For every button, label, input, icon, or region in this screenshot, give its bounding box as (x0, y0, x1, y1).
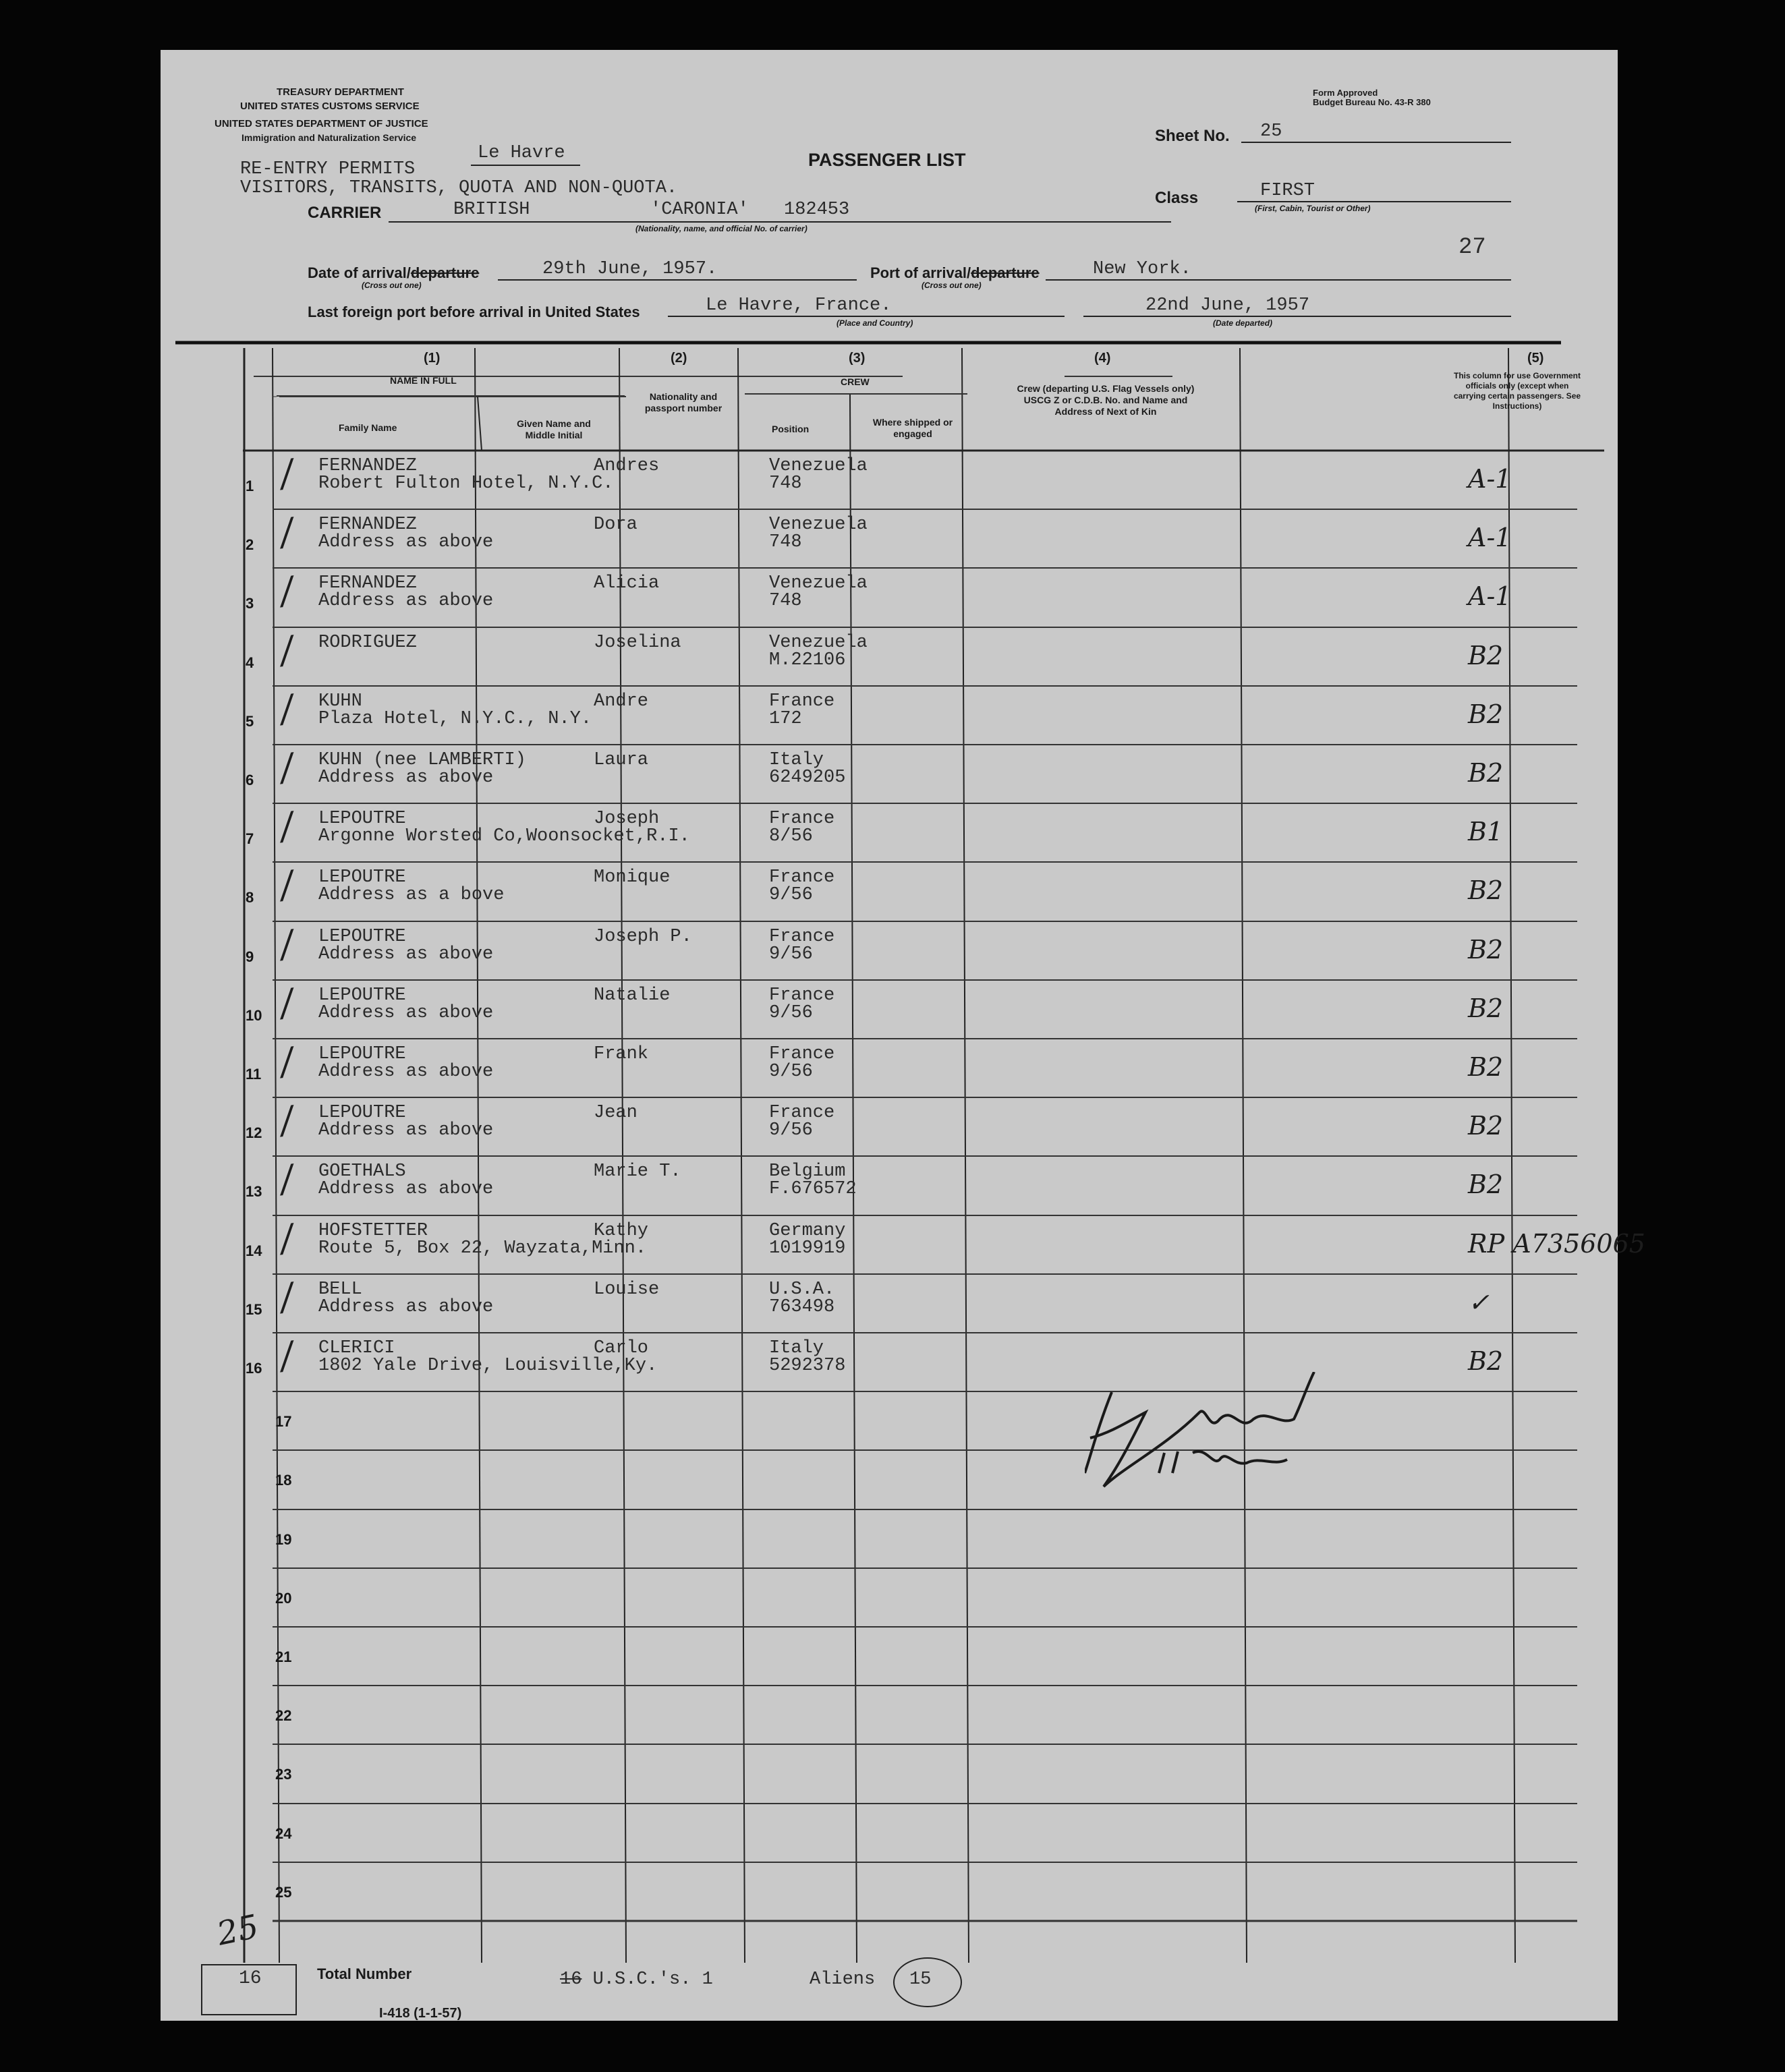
passport-number: 9/56 (769, 1003, 813, 1023)
government-code: B1 (1468, 817, 1504, 846)
last-port-label: Last foreign port before arrival in United States (308, 304, 640, 320)
check-mark-icon: / (277, 687, 296, 730)
nationality: Venezuela (769, 456, 868, 476)
port-top: Le Havre (478, 143, 565, 163)
row-number: 25 (275, 1884, 292, 1901)
class-caption: (First, Cabin, Tourist or Other) (1255, 204, 1371, 213)
family-name: LEPOUTRE (318, 867, 406, 888)
table-row (161, 1274, 1618, 1333)
date-departed-caption: (Date departed) (1213, 318, 1273, 328)
given-name: Monique (594, 867, 671, 888)
table-row (161, 745, 1618, 803)
page-title: PASSENGER LIST (808, 150, 966, 170)
col1-header: NAME IN FULL (390, 375, 457, 386)
government-code: ✓ (1468, 1288, 1490, 1317)
given-name: Andre (594, 691, 649, 712)
row-number: 19 (275, 1531, 292, 1548)
passport-number: 5292378 (769, 1356, 846, 1376)
nationality: Italy (769, 1338, 824, 1358)
row-number: 23 (275, 1766, 292, 1783)
table-row (161, 1804, 1618, 1862)
row-number: 16 (246, 1360, 262, 1377)
address: Address as above (318, 1297, 494, 1317)
check-mark-icon: / (277, 804, 296, 848)
row-number: 15 (246, 1301, 262, 1318)
table-row (161, 1450, 1618, 1509)
agency-ins: Immigration and Naturalization Service (242, 132, 417, 143)
date-label-b: departure (410, 264, 480, 281)
family-name-header: Family Name (339, 422, 397, 433)
row-number: 3 (246, 595, 254, 612)
nationality: U.S.A. (769, 1279, 835, 1300)
family-name: CLERICI (318, 1338, 395, 1358)
passport-number: 172 (769, 709, 802, 729)
sheet-number: 25 (1260, 121, 1282, 142)
passport-number: 748 (769, 473, 802, 494)
check-mark-icon: / (277, 745, 296, 789)
given-name: Alicia (594, 573, 660, 594)
check-mark-icon: / (277, 569, 296, 612)
nationality: Venezuela (769, 515, 868, 535)
address: Argonne Worsted Co,Woonsocket,R.I. (318, 826, 690, 846)
table-row (161, 1744, 1618, 1803)
visitors-line: VISITORS, TRANSITS, QUOTA AND NON-QUOTA. (240, 178, 678, 198)
passport-number: 763498 (769, 1297, 835, 1317)
government-code: A-1 (1468, 581, 1512, 611)
class-value: FIRST (1260, 181, 1315, 201)
table-row (161, 1568, 1618, 1627)
government-code: B2 (1468, 1111, 1504, 1141)
uscs-count (560, 1969, 713, 1990)
total-box-value: 16 (239, 1968, 262, 1989)
check-mark-icon: / (277, 628, 296, 672)
table-row (161, 686, 1618, 745)
col2-number: (2) (671, 351, 687, 366)
row-number: 9 (246, 948, 254, 965)
address: Address as above (318, 532, 494, 552)
nationality: Italy (769, 750, 824, 770)
row-number: 14 (246, 1242, 262, 1259)
check-mark-icon: / (277, 863, 296, 906)
table-row (161, 627, 1618, 686)
check-mark-icon: / (277, 1216, 296, 1260)
port-label-a: Port of arrival/ (870, 264, 971, 281)
address: Address as above (318, 1120, 494, 1141)
shipped-header: Where shipped or engaged (872, 417, 953, 439)
address: Address as above (318, 768, 494, 788)
col2-header: Nationality and passport number (644, 391, 722, 413)
table-row (161, 1509, 1618, 1568)
agency-justice: UNITED STATES DEPARTMENT OF JUSTICE (215, 118, 428, 130)
given-name: Joseph (594, 809, 660, 829)
given-name: Kathy (594, 1221, 649, 1241)
family-name: BELL (318, 1279, 362, 1300)
table-row (161, 509, 1618, 568)
check-mark-icon: / (277, 451, 296, 495)
table-row (161, 921, 1618, 980)
table-row (161, 1097, 1618, 1156)
address: Robert Fulton Hotel, N.Y.C. (318, 473, 614, 494)
nationality: France (769, 691, 835, 712)
total-number-label: Total Number (317, 1965, 412, 1982)
nationality: Venezuela (769, 633, 868, 653)
nationality: France (769, 1044, 835, 1064)
given-name: Jean (594, 1103, 638, 1123)
check-mark-icon: / (277, 1333, 296, 1377)
total-box (201, 1964, 297, 2015)
address: Address as above (318, 1179, 494, 1199)
passport-number: M.22106 (769, 650, 846, 670)
table-row (161, 862, 1618, 921)
government-code: B2 (1468, 641, 1504, 670)
arrival-port: New York. (1093, 259, 1191, 279)
aliens-label: Aliens (810, 1969, 876, 1990)
government-code: B2 (1468, 875, 1504, 905)
last-port-value: Le Havre, France. (706, 295, 892, 316)
col3-number: (3) (849, 351, 866, 366)
row-number: 7 (246, 830, 254, 847)
family-name: FERNANDEZ (318, 573, 417, 594)
margin-note: 25 (213, 1907, 262, 1953)
nationality: Belgium (769, 1161, 846, 1182)
government-code: A-1 (1468, 464, 1512, 494)
uscs-struck: 16 (560, 1969, 582, 1990)
row-number: 2 (246, 536, 254, 553)
budget-bureau: Budget Bureau No. 43-R 380 (1313, 97, 1431, 107)
government-code: B2 (1468, 699, 1504, 729)
carrier-label: CARRIER (308, 204, 382, 222)
given-name: Joselina (594, 633, 681, 653)
family-name: LEPOUTRE (318, 985, 406, 1006)
family-name: RODRIGUEZ (318, 633, 417, 653)
family-name: FERNANDEZ (318, 456, 417, 476)
address: Address as above (318, 1003, 494, 1023)
given-name: Natalie (594, 985, 671, 1006)
given-name: Frank (594, 1044, 649, 1064)
address: Plaza Hotel, N.Y.C., N.Y. (318, 709, 592, 729)
table-row (161, 1333, 1618, 1391)
government-code: B2 (1468, 1052, 1504, 1082)
place-caption: (Place and Country) (837, 318, 913, 328)
table-row (161, 1156, 1618, 1215)
government-code: A-1 (1468, 523, 1512, 552)
given-name: Joseph P. (594, 927, 692, 947)
family-name: LEPOUTRE (318, 1044, 406, 1064)
nationality: France (769, 867, 835, 888)
check-mark-icon: / (277, 1157, 296, 1201)
aliens-value: 15 (909, 1969, 932, 1990)
passenger-list-sheet (161, 50, 1645, 2021)
family-name: KUHN (318, 691, 362, 712)
passport-number: 9/56 (769, 1062, 813, 1082)
signature-name (1166, 1377, 1259, 1401)
given-name-header: Given Name and Middle Initial (517, 418, 591, 440)
col3-header: CREW (841, 376, 870, 387)
row-number: 20 (275, 1590, 292, 1607)
sheet-label: Sheet No. (1155, 127, 1230, 145)
carrier-caption: (Nationality, name, and official No. of carrier) (635, 224, 808, 233)
government-code: B2 (1468, 994, 1504, 1023)
col4-header: Crew (departing U.S. Flag Vessels only) USCG Z or C.D.B. No. and Name and Address of Next of Kin (1017, 383, 1195, 417)
family-name: LEPOUTRE (318, 927, 406, 947)
signature-time (1166, 1439, 1229, 1463)
uscs-value: U.S.C.'s. 1 (592, 1969, 713, 1990)
table-row (161, 451, 1618, 509)
form-approved: Form Approved (1313, 88, 1378, 98)
given-name: Carlo (594, 1338, 649, 1358)
row-number: 11 (246, 1066, 262, 1083)
nationality: France (769, 1103, 835, 1123)
carrier-name: 'CARONIA' (650, 200, 749, 220)
check-mark-icon: / (277, 510, 296, 554)
family-name: FERNANDEZ (318, 515, 417, 535)
table-row (161, 980, 1618, 1039)
col1-number: (1) (424, 351, 441, 366)
government-code: B2 (1468, 758, 1504, 788)
row-number: 13 (246, 1183, 262, 1200)
family-name: LEPOUTRE (318, 809, 406, 829)
government-code: B2 (1468, 1346, 1504, 1376)
table-row (161, 1215, 1645, 1274)
table-row (161, 1862, 1618, 1921)
address: Route 5, Box 22, Wayzata,Minn. (318, 1238, 647, 1259)
family-name: LEPOUTRE (318, 1103, 406, 1123)
government-code: RP A7356065 (1468, 1229, 1645, 1259)
passport-number: 748 (769, 591, 802, 611)
nationality: France (769, 809, 835, 829)
table-row (161, 803, 1618, 862)
government-code: B2 (1468, 935, 1504, 965)
nationality: Venezuela (769, 573, 868, 594)
nationality: France (769, 927, 835, 947)
position-header: Position (772, 424, 810, 434)
row-number: 24 (275, 1825, 292, 1842)
passport-number: 9/56 (769, 1120, 813, 1141)
passport-number: 1019919 (769, 1238, 846, 1259)
carrier-number: 182453 (784, 200, 850, 220)
passport-number: 748 (769, 532, 802, 552)
aliens-circle (893, 1957, 962, 2007)
row-number: 1 (246, 478, 254, 494)
nationality: France (769, 985, 835, 1006)
family-name: KUHN (nee LAMBERTI) (318, 750, 526, 770)
given-name: Dora (594, 515, 638, 535)
given-name: Louise (594, 1279, 660, 1300)
address: Address as above (318, 1062, 494, 1082)
reentry-permits: RE-ENTRY PERMITS (240, 159, 416, 179)
check-mark-icon: / (277, 981, 296, 1025)
check-mark-icon: / (277, 1098, 296, 1142)
port-cross-out: (Cross out one) (922, 281, 982, 290)
given-name: Andres (594, 456, 660, 476)
row-number: 22 (275, 1707, 292, 1724)
address: Address as above (318, 591, 494, 611)
arrival-date: 29th June, 1957. (542, 259, 718, 279)
row-number: 5 (246, 713, 254, 730)
table-row (161, 1686, 1618, 1744)
agency-customs: UNITED STATES CUSTOMS SERVICE (240, 100, 420, 112)
nationality: Germany (769, 1221, 846, 1241)
check-mark-icon: / (277, 1275, 296, 1319)
table-row (161, 1627, 1618, 1686)
row-number: 21 (275, 1648, 292, 1665)
table-row (161, 1039, 1618, 1097)
page-number: 27 (1458, 235, 1486, 260)
family-name: GOETHALS (318, 1161, 406, 1182)
given-name: Marie T. (594, 1161, 681, 1182)
table-row (161, 568, 1618, 627)
passport-number: 9/56 (769, 944, 813, 965)
address: Address as above (318, 944, 494, 965)
passport-number: 9/56 (769, 885, 813, 905)
port-label-b: departure (971, 264, 1040, 281)
row-number: 10 (246, 1007, 262, 1024)
check-mark-icon: / (277, 922, 296, 966)
table-row (161, 1391, 1618, 1450)
passport-number: F.676572 (769, 1179, 857, 1199)
address: 1802 Yale Drive, Louisville,Ky. (318, 1356, 658, 1376)
address: Address as a bove (318, 885, 505, 905)
date-label-a: Date of arrival/ (308, 264, 411, 281)
row-number: 17 (275, 1413, 292, 1430)
given-name: Laura (594, 750, 649, 770)
class-label: Class (1155, 189, 1199, 207)
passport-number: 8/56 (769, 826, 813, 846)
family-name: HOFSTETTER (318, 1221, 428, 1241)
row-number: 12 (246, 1124, 262, 1141)
col5-header: This column for use Government officials only (except when carrying certain passengers. See Instructions) (1453, 371, 1581, 411)
row-number: 6 (246, 772, 254, 788)
col4-number: (4) (1094, 351, 1111, 366)
carrier-nationality: BRITISH (453, 200, 530, 220)
check-mark-icon: / (277, 1039, 296, 1083)
form-number: I-418 (1-1-57) (379, 2006, 462, 2021)
row-number: 4 (246, 654, 254, 671)
government-code: B2 (1468, 1170, 1504, 1199)
col5-number: (5) (1527, 351, 1544, 366)
row-number: 18 (275, 1472, 292, 1489)
agency-treasury: TREASURY DEPARTMENT (277, 86, 404, 98)
passport-number: 6249205 (769, 768, 846, 788)
date-cross-out: (Cross out one) (362, 281, 422, 290)
row-number: 8 (246, 889, 254, 906)
date-departed: 22nd June, 1957 (1145, 295, 1310, 316)
